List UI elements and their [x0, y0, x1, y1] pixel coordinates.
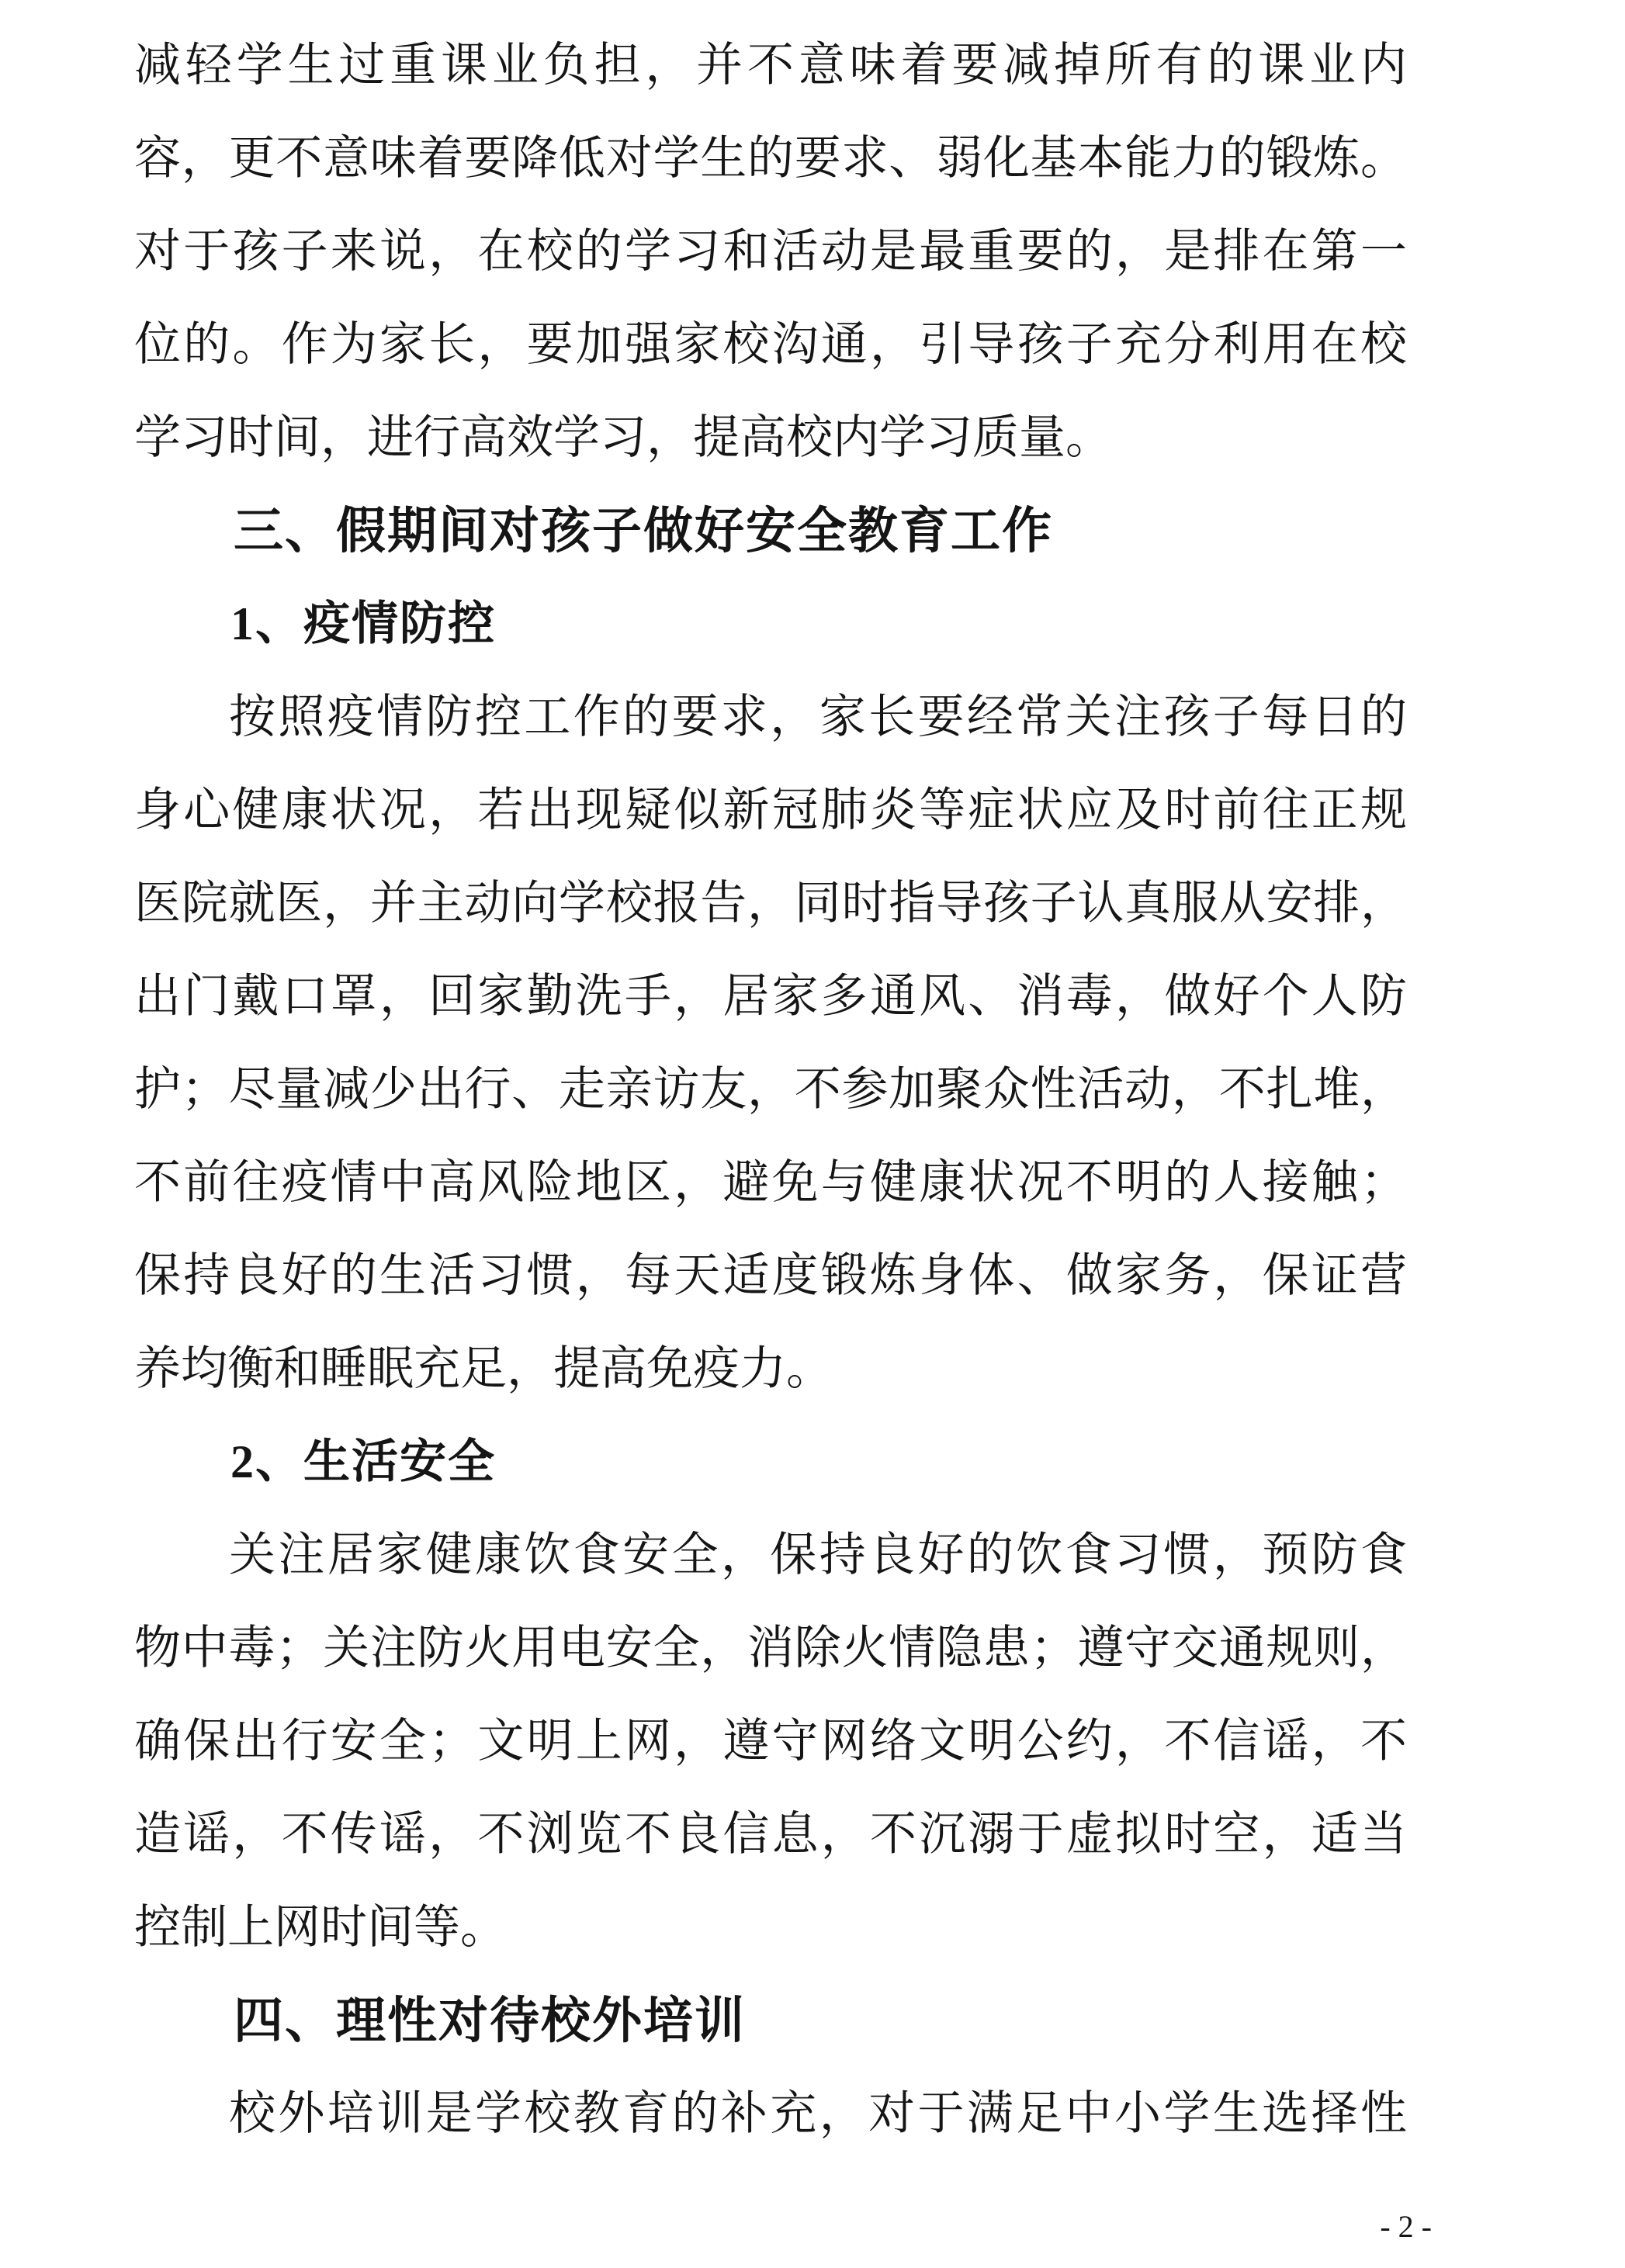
body-line: 医院就医，并主动向学校报告，同时指导孩子认真服从安排， — [134, 878, 1407, 929]
section-heading-four: 四、理性对待校外培训 — [234, 1993, 746, 2048]
body-line: 控制上网时间等。 — [134, 1902, 507, 1953]
body-line: 按照疫情防控工作的要求，家长要经常关注孩子每日的 — [229, 691, 1407, 743]
body-line: 养均衡和睡眠充足，提高免疫力。 — [134, 1343, 833, 1394]
body-line: 容，更不意味着要降低对学生的要求、弱化基本能力的锻炼。 — [134, 133, 1407, 184]
subsection-heading-life-safety: 2、生活安全 — [230, 1436, 496, 1487]
subsection-heading-epidemic: 1、疫情防控 — [230, 598, 496, 649]
body-line: 校外培训是学校教育的补充，对于满足中小学生选择性 — [229, 2088, 1407, 2139]
body-line: 学习时间，进行高效学习，提高校内学习质量。 — [134, 412, 1112, 463]
body-line: 确保出行安全；文明上网，遵守网络文明公约，不信谣，不 — [134, 1716, 1407, 1767]
body-line: 造谣，不传谣，不浏览不良信息，不沉溺于虚拟时空，适当 — [134, 1809, 1407, 1860]
document-body — [134, 19, 1407, 2160]
section-heading-three: 三、假期间对孩子做好安全教育工作 — [234, 503, 1053, 559]
body-line: 出门戴口罩，回家勤洗手，居家多通风、消毒，做好个人防 — [134, 971, 1407, 1022]
body-line: 位的。作为家长，要加强家校沟通，引导孩子充分利用在校 — [134, 319, 1407, 370]
body-line: 不前往疫情中高风险地区，避免与健康状况不明的人接触； — [134, 1157, 1407, 1208]
body-line: 身心健康状况，若出现疑似新冠肺炎等症状应及时前往正规 — [134, 784, 1407, 836]
body-line: 关注居家健康饮食安全，保持良好的饮食习惯，预防食 — [229, 1529, 1407, 1581]
body-line: 对于孩子来说，在校的学习和活动是最重要的，是排在第一 — [134, 226, 1407, 277]
body-line: 物中毒；关注防火用电安全，消除火情隐患；遵守交通规则， — [134, 1622, 1407, 1674]
body-line: 护；尽量减少出行、走亲访友，不参加聚众性活动，不扎堆， — [134, 1064, 1407, 1115]
page-number: - 2 - — [1380, 2209, 1432, 2244]
body-line: 保持良好的生活习惯，每天适度锻炼身体、做家务，保证营 — [134, 1250, 1407, 1301]
body-line: 减轻学生过重课业负担，并不意味着要减掉所有的课业内 — [134, 40, 1407, 91]
